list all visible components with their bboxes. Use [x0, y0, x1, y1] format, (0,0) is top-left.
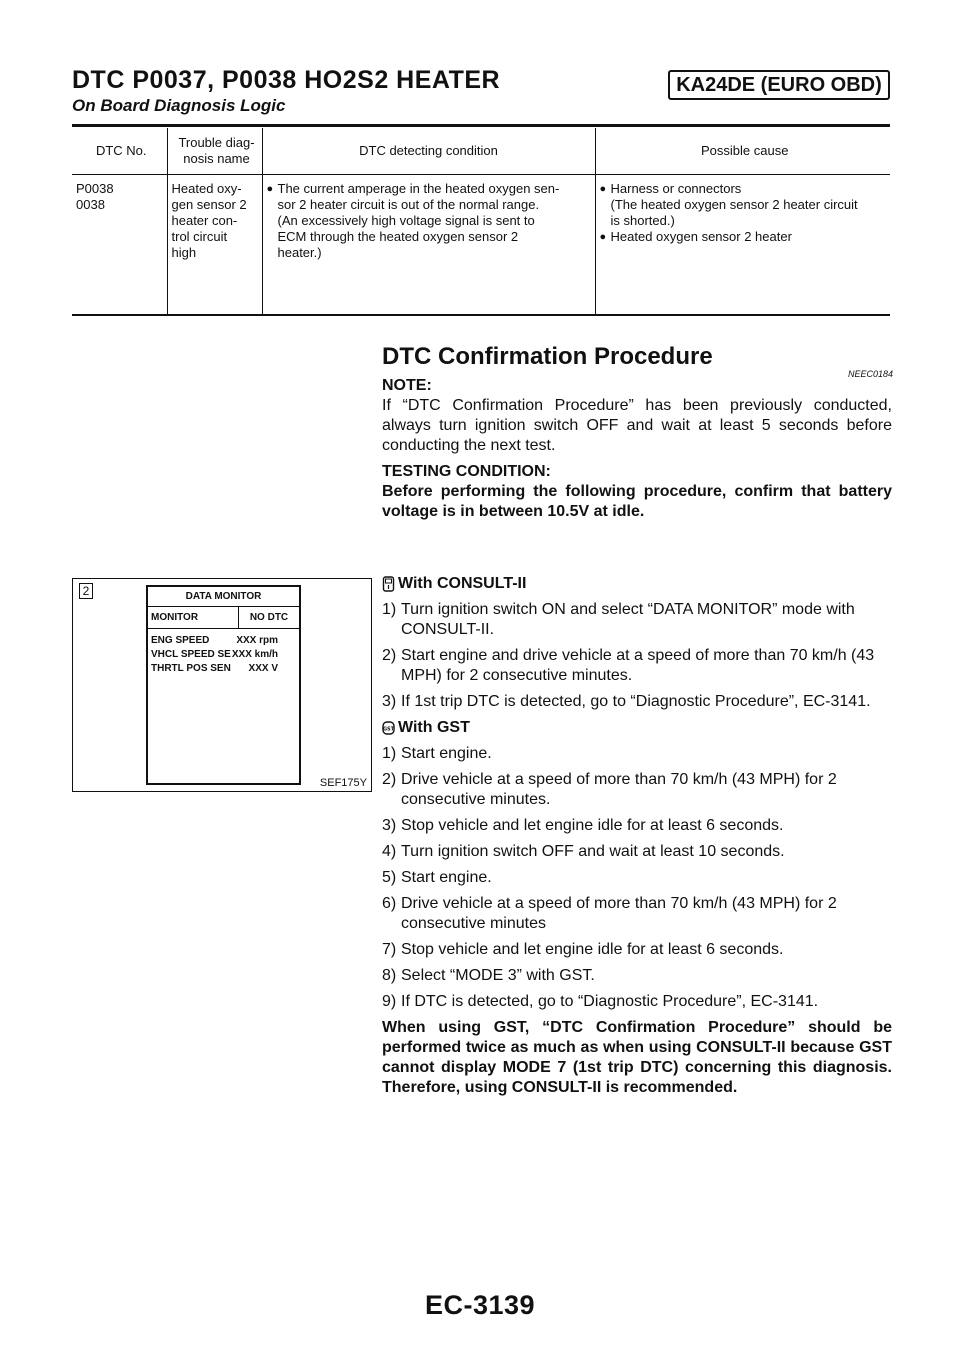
note-text: If “DTC Confirmation Procedure” has been previously conducted, always turn ignition switch OFF and wait at least 5 seconds before conducting the next test. — [382, 397, 892, 454]
bullet-icon: ● — [599, 230, 607, 243]
screen-title: DATA MONITOR — [148, 587, 299, 607]
note-label: NOTE: — [382, 377, 432, 394]
list-item — [382, 600, 892, 640]
header-rule — [72, 124, 890, 127]
condition-cell — [262, 174, 595, 315]
step-number: 3) — [382, 817, 397, 834]
step-text: Drive vehicle at a speed of more than 70 km/h (43 MPH) for 2 consecutive minutes. — [401, 771, 837, 808]
engine-badge: KA24DE (EURO OBD) — [668, 70, 890, 100]
figure-data-monitor — [72, 578, 372, 792]
gst-closing-note: When using GST, “DTC Confirmation Procedure” should be performed twice as much as when using CONSULT-II because GST cannot display MODE 7 (1st trip DTC) concerning this diagnosis. Therefore, using CONSULT-II is recommended. — [382, 1019, 892, 1096]
step-number: 2) — [382, 647, 397, 664]
step-text: Drive vehicle at a speed of more than 70 km/h (43 MPH) for 2 consecutive minutes — [401, 895, 837, 932]
section-code: NEEC0184 — [848, 369, 894, 379]
step-number: 1) — [382, 601, 397, 618]
consult-screen — [146, 585, 301, 785]
step-number: 9) — [382, 993, 397, 1010]
list-item — [382, 966, 892, 986]
consult-procedure — [382, 574, 892, 1098]
svg-text:GST: GST — [382, 726, 395, 733]
consult-icon — [382, 576, 395, 592]
col-header-cause: Possible cause — [595, 128, 890, 174]
page-number: EC-3139 — [424, 1290, 536, 1320]
list-item — [151, 662, 296, 676]
dtc-table — [72, 128, 890, 316]
item-label: THRTL POS SEN — [151, 663, 231, 674]
col-header-condition: DTC detecting condition — [262, 128, 595, 174]
list-item — [382, 646, 892, 686]
item-value: XXX km/h — [231, 649, 278, 660]
figure-code: SEF175Y — [319, 777, 367, 789]
section-title: DTC Confirmation Procedure — [382, 343, 713, 370]
step-text: Stop vehicle and let engine idle for at least 6 seconds. — [401, 817, 784, 834]
page-title: DTC P0037, P0038 HO2S2 HEATER — [72, 66, 501, 94]
consult-heading — [382, 574, 892, 594]
list-item — [382, 816, 892, 836]
step-text: Turn ignition switch ON and select “DATA MONITOR” mode with CONSULT-II. — [401, 601, 855, 638]
list-item — [382, 992, 892, 1012]
step-text: Select “MODE 3” with GST. — [401, 967, 595, 984]
col-header-dtc-no: DTC No. — [72, 128, 167, 174]
item-value: XXX V — [248, 663, 278, 674]
step-text: Start engine. — [401, 869, 492, 886]
step-number: 7) — [382, 941, 397, 958]
step-text: Start engine and drive vehicle at a speed of more than 70 km/h (43 MPH) for 2 consecutive minutes. — [401, 647, 875, 684]
testing-label: TESTING CONDITION: — [382, 463, 551, 480]
table-row — [72, 174, 890, 315]
cause-item: Harness or connectors (The heated oxygen sensor 2 heater circuit is shorted.) — [610, 180, 858, 228]
list-item — [382, 868, 892, 888]
step-text: Turn ignition switch OFF and wait at least 10 seconds. — [401, 843, 785, 860]
item-label: ENG SPEED — [151, 635, 210, 646]
cause-cell — [595, 174, 890, 315]
item-label: VHCL SPEED SE — [151, 649, 231, 660]
gst-heading-text: With GST — [398, 719, 470, 736]
page-subtitle: On Board Diagnosis Logic — [72, 96, 286, 115]
list-item — [151, 634, 296, 648]
cause-item: Heated oxygen sensor 2 heater — [610, 228, 792, 244]
list-item — [382, 894, 892, 934]
step-text: If DTC is detected, go to “Diagnostic Procedure”, EC-3141. — [401, 993, 819, 1010]
gst-icon — [382, 720, 395, 736]
bullet-icon: ● — [599, 182, 607, 195]
bullet-icon: ● — [266, 182, 274, 195]
step-number: 5) — [382, 869, 397, 886]
screen-data — [148, 629, 299, 681]
step-text: If 1st trip DTC is detected, go to “Diagnostic Procedure”, EC-3141. — [401, 693, 871, 710]
monitor-label: MONITOR — [148, 607, 239, 628]
gst-heading — [382, 718, 892, 738]
list-item — [151, 648, 296, 662]
step-number: 8) — [382, 967, 397, 984]
list-item — [382, 744, 892, 764]
item-value: XXX rpm — [236, 635, 278, 646]
condition-text: The current amperage in the heated oxygen sen- sor 2 heater circuit is out of the normal range. (An excessively high voltage signal is sent to ECM through the heated oxygen sensor 2 heater.) — [277, 180, 560, 260]
testing-text: Before performing the following procedure, confirm that battery voltage is in between 10.5V at idle. — [382, 483, 892, 520]
table-header-row — [72, 128, 890, 174]
step-number: 4) — [382, 843, 397, 860]
step-number: 1) — [382, 745, 397, 762]
note-block — [382, 376, 892, 522]
screen-status-row — [148, 607, 299, 629]
list-item — [382, 842, 892, 862]
step-text: Stop vehicle and let engine idle for at least 6 seconds. — [401, 941, 784, 958]
consult-heading-text: With CONSULT-II — [398, 575, 527, 592]
step-number: 3) — [382, 693, 397, 710]
diag-name-cell: Heated oxy- gen sensor 2 heater con- trol circuit high — [167, 174, 262, 315]
list-item — [382, 770, 892, 810]
list-item — [382, 692, 892, 712]
figure-number: 2 — [79, 583, 93, 599]
step-number: 6) — [382, 895, 397, 912]
col-header-name: Trouble diag- nosis name — [167, 128, 262, 174]
status-label: NO DTC — [249, 612, 289, 623]
step-text: Start engine. — [401, 745, 492, 762]
dtc-no-cell: P0038 0038 — [72, 174, 167, 315]
step-number: 2) — [382, 771, 397, 788]
list-item — [382, 940, 892, 960]
